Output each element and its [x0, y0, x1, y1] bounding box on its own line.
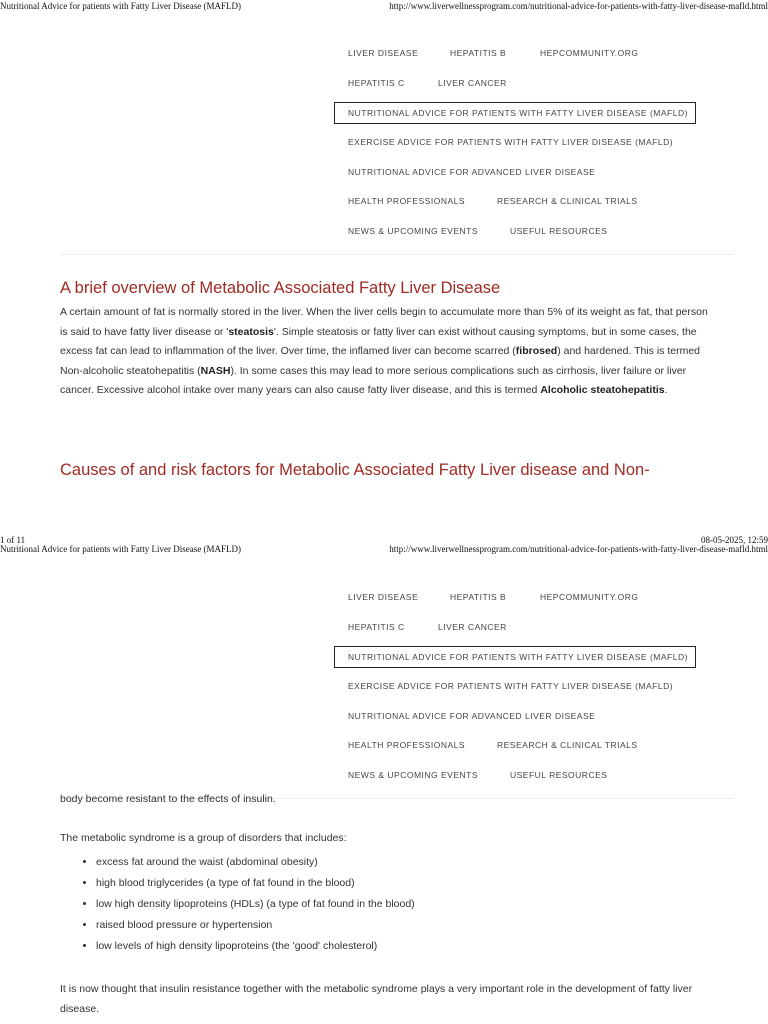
nav-news[interactable]: NEWS & UPCOMING EVENTS [348, 226, 479, 236]
nav-nutritional-mafld[interactable]: NUTRITIONAL ADVICE FOR PATIENTS WITH FATTY LIVER DISEASE (MAFLD) [348, 652, 688, 662]
nav-research[interactable]: RESEARCH & CLINICAL TRIALS [497, 740, 638, 750]
print-url: http://www.liverwellnessprogram.com/nutritional-advice-for-patients-with-fatty-liver-disease-mafld.html [389, 1, 768, 11]
nav-news[interactable]: NEWS & UPCOMING EVENTS [348, 770, 479, 780]
causes-heading: Causes of and risk factors for Metabolic Associated Fatty Liver disease and Non- [60, 461, 650, 479]
nav-nutritional-advanced[interactable]: NUTRITIONAL ADVICE FOR ADVANCED LIVER DISEASE [348, 167, 596, 177]
nav-nutritional-mafld[interactable]: NUTRITIONAL ADVICE FOR PATIENTS WITH FATTY LIVER DISEASE (MAFLD) [348, 108, 688, 118]
print-title: Nutritional Advice for patients with Fatty Liver Disease (MAFLD) [0, 544, 241, 554]
nav-liver-disease[interactable]: LIVER DISEASE [348, 592, 419, 602]
text-run: '. Simple steatosis or fatty liver can exist without causing symptoms, but in some cases, the excess fat can lead to inflammation of the liver. Over time, the inflamed liver can become scarred ( [60, 325, 697, 357]
term-nash: NASH [200, 364, 231, 377]
page-number: 1 of 11 [0, 535, 26, 545]
nav-exercise-mafld[interactable]: EXERCISE ADVICE FOR PATIENTS WITH FATTY LIVER DISEASE (MAFLD) [348, 681, 674, 691]
print-header [0, 544, 768, 556]
print-datetime: 08-05-2025, 12:59 [701, 535, 768, 545]
text-run: A certain amount of fat is normally stored in the liver. When the liver cells begin to accumulate more than 5% of its weight as fat, that person is said to have fatty liver disease or ' [60, 306, 708, 338]
nav-hepatitis-b[interactable]: HEPATITIS B [450, 592, 507, 602]
nav-resources[interactable]: USEFUL RESOURCES [510, 770, 608, 780]
nav-divider [60, 254, 734, 255]
list-item: • low high density lipoproteins (HDLs) (a type of fat found in the blood) [96, 894, 415, 915]
conclusion-paragraph: It is now thought that insulin resistance together with the metabolic syndrome plays a very important role in the development of fatty liver disease. [60, 983, 693, 1015]
print-header [0, 1, 768, 13]
metabolic-list [78, 852, 415, 957]
nav-liver-cancer[interactable]: LIVER CANCER [438, 78, 507, 88]
nav-hepatitis-c[interactable]: HEPATITIS C [348, 622, 405, 632]
nav-liver-disease[interactable]: LIVER DISEASE [348, 48, 419, 58]
text-run: body become resistant to the effects of insulin. [60, 793, 276, 805]
overview-paragraph [60, 303, 712, 401]
clipped-line [60, 790, 712, 808]
nav-active-item[interactable] [334, 102, 696, 124]
overview-heading: A brief overview of Metabolic Associated Fatty Liver Disease [60, 279, 501, 297]
nav-nutritional-advanced[interactable]: NUTRITIONAL ADVICE FOR ADVANCED LIVER DISEASE [348, 711, 596, 721]
term-fibrosed: fibrosed [515, 345, 558, 357]
term-steatosis: steatosis [228, 325, 274, 338]
nav-liver-cancer[interactable]: LIVER CANCER [438, 622, 507, 632]
list-item: • raised blood pressure or hypertension [96, 915, 415, 936]
list-item: • low levels of high density lipoproteins (the 'good' cholesterol) [96, 936, 415, 957]
nav-health-professionals[interactable]: HEALTH PROFESSIONALS [348, 740, 466, 750]
nav-active-item[interactable] [334, 646, 696, 668]
metabolic-intro: The metabolic syndrome is a group of disorders that includes: [60, 832, 347, 844]
nav-health-professionals[interactable]: HEALTH PROFESSIONALS [348, 196, 466, 206]
nav-research[interactable]: RESEARCH & CLINICAL TRIALS [497, 196, 638, 206]
print-title: Nutritional Advice for patients with Fatty Liver Disease (MAFLD) [0, 1, 241, 11]
text-run: ) and hardened. This is termed Non-alcoholic steatohepatitis ( [60, 345, 701, 377]
print-url: http://www.liverwellnessprogram.com/nutritional-advice-for-patients-with-fatty-liver-disease-mafld.html [389, 544, 768, 554]
text-run: . [664, 384, 668, 396]
nav-hepcommunity[interactable]: HEPCOMMUNITY.ORG [540, 592, 639, 602]
nav-exercise-mafld[interactable]: EXERCISE ADVICE FOR PATIENTS WITH FATTY LIVER DISEASE (MAFLD) [348, 137, 674, 147]
nav-hepatitis-b[interactable]: HEPATITIS B [450, 48, 507, 58]
nav-resources[interactable]: USEFUL RESOURCES [510, 226, 608, 236]
list-item: • excess fat around the waist (abdominal obesity) [96, 852, 415, 873]
nav-hepatitis-c[interactable]: HEPATITIS C [348, 78, 405, 88]
term-alcoholic-steatohepatitis: Alcoholic steatohepatitis [540, 384, 665, 396]
text-run: ). In some cases this may lead to more serious complications such as cirrhosis, liver failure or liver cancer. Excessive alcohol intake over many years can also cause fatty liver disease, and this is termed [60, 364, 687, 396]
list-item: • high blood triglycerides (a type of fat found in the blood) [96, 873, 415, 894]
nav-hepcommunity[interactable]: HEPCOMMUNITY.ORG [540, 48, 639, 58]
